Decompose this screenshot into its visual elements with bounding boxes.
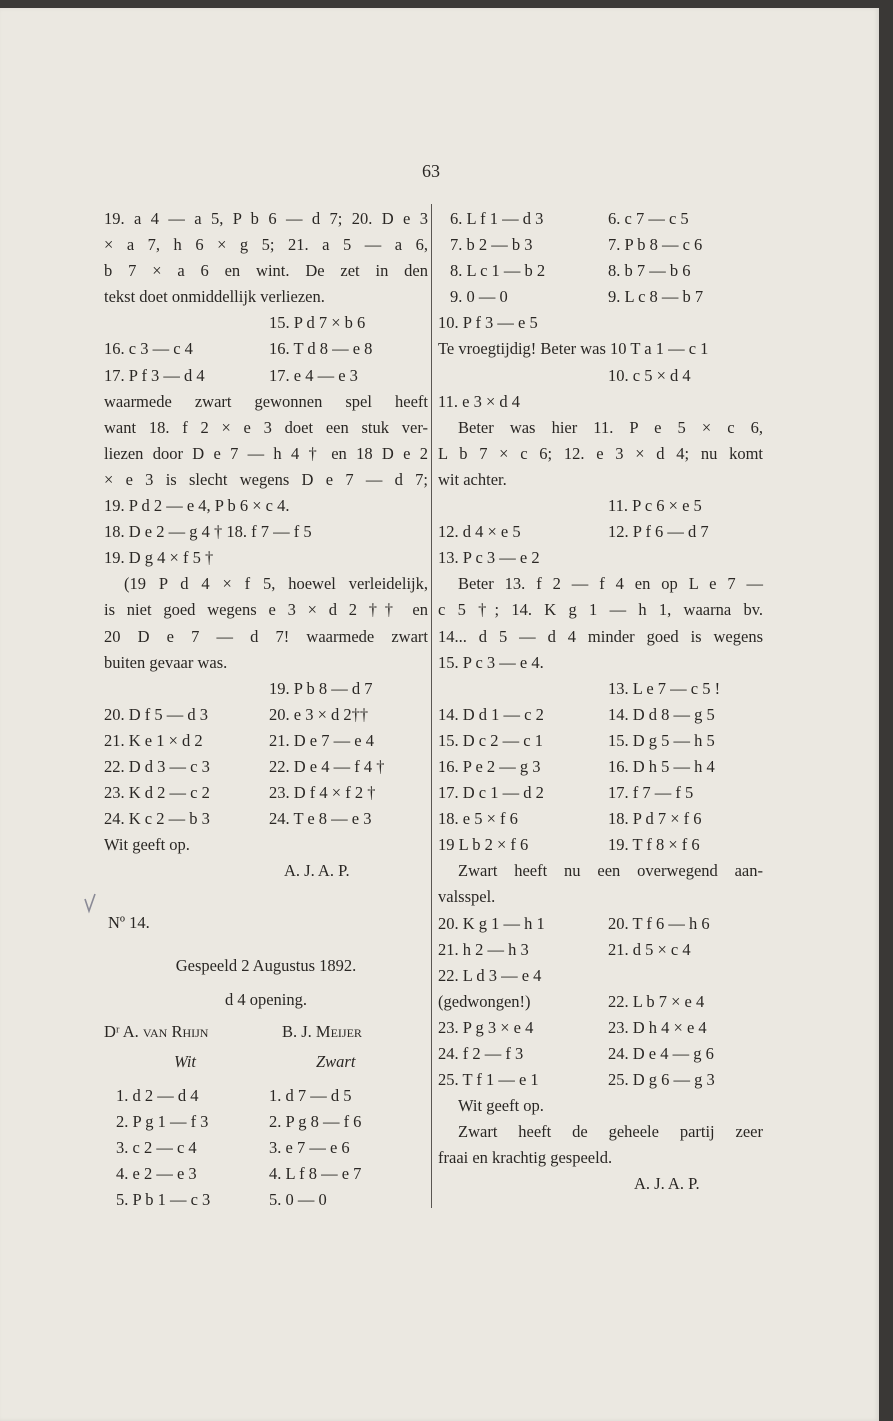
move-line: [438, 493, 763, 519]
white-move: 21. h 2 — h 3: [438, 939, 529, 959]
black-move: 21. D e 7 — e 4: [269, 730, 374, 750]
move-row: [438, 702, 763, 728]
move-row: [104, 754, 428, 780]
black-move: 7. P b 8 — c 6: [608, 235, 703, 255]
white-move: 6. L f 1 — d 3: [450, 209, 544, 228]
white-move: 23. K d 2 — c 2: [104, 783, 210, 803]
black-move: 24. D e 4 — g 6: [608, 1044, 714, 1063]
white-move: 22. D d 3 — c 3: [104, 756, 210, 776]
text-line: (19 P d 4 × f 5, hoewel verleidelijk,: [124, 574, 428, 594]
text-line: b 7 × a 6 en wint. De zet in den: [104, 261, 428, 281]
white-move: 8. L c 1 — b 2: [450, 261, 546, 281]
white-move: 18. e 5 × f 6: [438, 809, 518, 829]
black-move: 17. e 4 — e 3: [269, 365, 358, 385]
signature-line: [438, 1171, 763, 1197]
white-move: 2. P g 1 — f 3: [116, 1112, 209, 1131]
move-row: [104, 1083, 428, 1109]
move-row: [438, 232, 763, 258]
text-line: Zwart heeft de geheele partij zeer: [458, 1122, 763, 1142]
signature: A. J. A. P.: [634, 1174, 700, 1194]
text-line: Beter 13. f 2 — f 4 en op L e 7 —: [458, 574, 763, 594]
black-move: 20. e 3 × d 2††: [269, 704, 369, 724]
white-move: 5. P b 1 — c 3: [116, 1190, 211, 1210]
black-move: 5. 0 — 0: [269, 1190, 327, 1210]
opening-name: d 4 opening.: [224, 989, 308, 1009]
move-row: [438, 754, 763, 780]
white-move: 13. P c 3 — e 2: [438, 548, 540, 568]
text-line: valsspel.: [438, 887, 496, 907]
black-move: 6. c 7 — c 5: [608, 209, 689, 228]
white-move: 23. P g 3 × e 4: [438, 1017, 534, 1037]
move-row: [104, 780, 428, 806]
white-move: 7. b 2 — b 3: [450, 235, 533, 255]
move-line: 10. P f 3 — e 5: [438, 313, 538, 333]
white-move: 19 L b 2 × f 6: [438, 835, 529, 855]
move-row: [104, 728, 428, 754]
white-move: 24. K c 2 — b 3: [104, 809, 210, 829]
text-line: waarmede zwart gewonnen spel heeft: [104, 391, 428, 411]
move-row: [438, 832, 763, 858]
move-line: [438, 363, 763, 389]
text-line: is niet goed wegens e 3 × d 2 †† en: [104, 600, 428, 620]
white-move: (gedwongen!): [438, 991, 531, 1011]
white-move: 17. D c 1 — d 2: [438, 783, 544, 803]
black-move: 25. D g 6 — g 3: [608, 1070, 715, 1090]
white-move: 4. e 2 — e 3: [116, 1164, 197, 1184]
move-line: 11. e 3 × d 4: [438, 391, 521, 411]
text-line: L b 7 × c 6; 12. e 3 × d 4; nu komt: [438, 443, 763, 463]
white-player: Dʳ A. van Rhijn: [104, 1021, 209, 1041]
book-page: [0, 8, 879, 1421]
text-line: 15. P c 3 — e 4.: [438, 652, 544, 672]
text-line: tekst doet onmiddellijk verliezen.: [104, 287, 325, 307]
move-row: [104, 1161, 428, 1187]
black-move: 15. D g 5 — h 5: [608, 730, 715, 750]
right-column: [438, 206, 763, 1198]
move-row: [438, 284, 763, 310]
move-line: [104, 676, 428, 702]
text-line: Beter was hier 11. P e 5 × c 6,: [458, 417, 763, 437]
black-move: 21. d 5 × c 4: [608, 939, 691, 959]
black-move: 2. P g 8 — f 6: [269, 1112, 362, 1131]
white-move: 1. d 2 — d 4: [116, 1085, 199, 1105]
text-line: fraai en krachtig gespeeld.: [438, 1148, 613, 1168]
move-row: [438, 937, 763, 963]
text-line: 20 D e 7 — d 7! waarmede zwart: [104, 626, 428, 646]
move-row: [438, 1041, 763, 1067]
move-row: [104, 1109, 428, 1135]
move-row: [438, 519, 763, 545]
black-move: 19. T f 8 × f 6: [608, 835, 700, 855]
white-move: 16. P e 2 — g 3: [438, 756, 541, 776]
game-number: Nº 14.: [108, 913, 150, 933]
white-move: 9. 0 — 0: [450, 287, 508, 307]
players-row: [104, 1019, 428, 1045]
black-move: 17. f 7 — f 5: [608, 783, 694, 803]
text-line: 19. P d 2 — e 4, P b 6 × c 4.: [104, 496, 290, 516]
move-row: [104, 1135, 428, 1161]
signature: A. J. A. P.: [284, 861, 350, 881]
white-move: 15. D c 2 — c 1: [438, 730, 543, 750]
text-line: Zwart heeft nu een overwegend aan-: [458, 861, 763, 881]
black-move: 23. D f 4 × f 2 †: [269, 783, 376, 803]
text-line: want 18. f 2 × e 3 doet een stuk ver-: [104, 417, 428, 437]
move-row: [104, 702, 428, 728]
black-move: 23. D h 4 × e 4: [608, 1017, 707, 1037]
move-row: [438, 1015, 763, 1041]
white-move: 20. K g 1 — h 1: [438, 913, 545, 933]
white-move: 22. L d 3 — e 4: [438, 965, 542, 985]
text-line: 14... d 5 — d 4 minder goed is wegens: [438, 626, 763, 646]
move-row: [104, 806, 428, 832]
black-move: 10. c 5 × d 4: [608, 365, 691, 385]
white-move: 25. T f 1 — e 1: [438, 1070, 539, 1090]
black-move: 18. P d 7 × f 6: [608, 809, 702, 829]
move-row: [438, 206, 763, 232]
white-move: 21. K e 1 × d 2: [104, 730, 203, 750]
text-line: 19. a 4 — a 5, P b 6 — d 7; 20. D e 3: [104, 209, 428, 228]
black-move: 16. T d 8 — e 8: [269, 339, 373, 359]
black-move: 22. D e 4 — f 4 †: [269, 756, 385, 776]
resign-note: Wit geeft op.: [104, 835, 190, 855]
move-row: [438, 963, 763, 989]
black-move: 19. P b 8 — d 7: [269, 678, 373, 698]
black-move: 16. D h 5 — h 4: [608, 756, 715, 776]
move-row: [104, 363, 428, 389]
black-move: 24. T e 8 — e 3: [269, 809, 372, 829]
move-line: 18. D e 2 — g 4 † 18. f 7 — f 5: [104, 522, 312, 542]
game-date: Gespeeld 2 Augustus 1892.: [175, 955, 357, 975]
text-line: liezen door D e 7 — h 4 † en 18 D e 2: [104, 443, 428, 463]
black-move: 12. P f 6 — d 7: [608, 522, 709, 542]
text-line: × e 3 is slecht wegens D e 7 — d 7;: [104, 469, 428, 489]
move-line: 19. D g 4 × f 5 †: [104, 548, 214, 568]
black-move: 8. b 7 — b 6: [608, 261, 691, 281]
black-move: 14. D d 8 — g 5: [608, 704, 715, 724]
move-row: [438, 1067, 763, 1093]
move-line: [438, 676, 763, 702]
black-move: 9. L c 8 — b 7: [608, 287, 704, 307]
column-divider: [431, 204, 432, 1208]
pencil-checkmark-icon: [83, 893, 97, 921]
move-row: [438, 806, 763, 832]
black-player: B. J. Meijer: [282, 1021, 362, 1041]
black-move: 22. L b 7 × e 4: [608, 991, 705, 1011]
white-move: 3. c 2 — c 4: [116, 1138, 197, 1158]
white-move: 14. D d 1 — c 2: [438, 704, 544, 724]
black-move: 4. L f 8 — e 7: [269, 1164, 362, 1184]
white-move: 12. d 4 × e 5: [438, 522, 521, 542]
white-move: 24. f 2 — f 3: [438, 1044, 524, 1063]
white-move: 16. c 3 — c 4: [104, 339, 193, 359]
text-line: wit achter.: [438, 469, 507, 489]
black-label: Zwart: [316, 1051, 356, 1071]
move-row: [104, 336, 428, 362]
move-row: [438, 545, 763, 571]
left-column: [104, 206, 428, 1213]
move-row: [438, 911, 763, 937]
text-line: c 5 †; 14. K g 1 — h 1, waarna bv.: [438, 600, 763, 620]
text-line: Te vroegtijdig! Beter was 10 T a 1 — c 1: [438, 339, 709, 359]
black-move: 15. P d 7 × b 6: [269, 313, 366, 333]
black-move: 20. T f 6 — h 6: [608, 913, 710, 933]
signature-line: [104, 858, 428, 884]
move-row: [438, 780, 763, 806]
colors-row: [104, 1049, 428, 1075]
move-row: [438, 728, 763, 754]
move-row: [104, 1187, 428, 1213]
white-label: Wit: [174, 1051, 197, 1071]
page-number: 63: [422, 161, 440, 181]
black-move: 1. d 7 — d 5: [269, 1085, 352, 1105]
white-move: 17. P f 3 — d 4: [104, 365, 205, 385]
black-move: 11. P c 6 × e 5: [608, 496, 702, 516]
move-row: [438, 258, 763, 284]
text-line: × a 7, h 6 × g 5; 21. a 5 — a 6,: [104, 235, 428, 255]
black-move: 3. e 7 — e 6: [269, 1138, 350, 1158]
move-row: [438, 989, 763, 1015]
move-line: [104, 310, 428, 336]
resign-note: Wit geeft op.: [458, 1096, 544, 1116]
black-move: 13. L e 7 — c 5 !: [608, 678, 721, 698]
white-move: 20. D f 5 — d 3: [104, 704, 209, 724]
text-line: buiten gevaar was.: [104, 652, 228, 672]
